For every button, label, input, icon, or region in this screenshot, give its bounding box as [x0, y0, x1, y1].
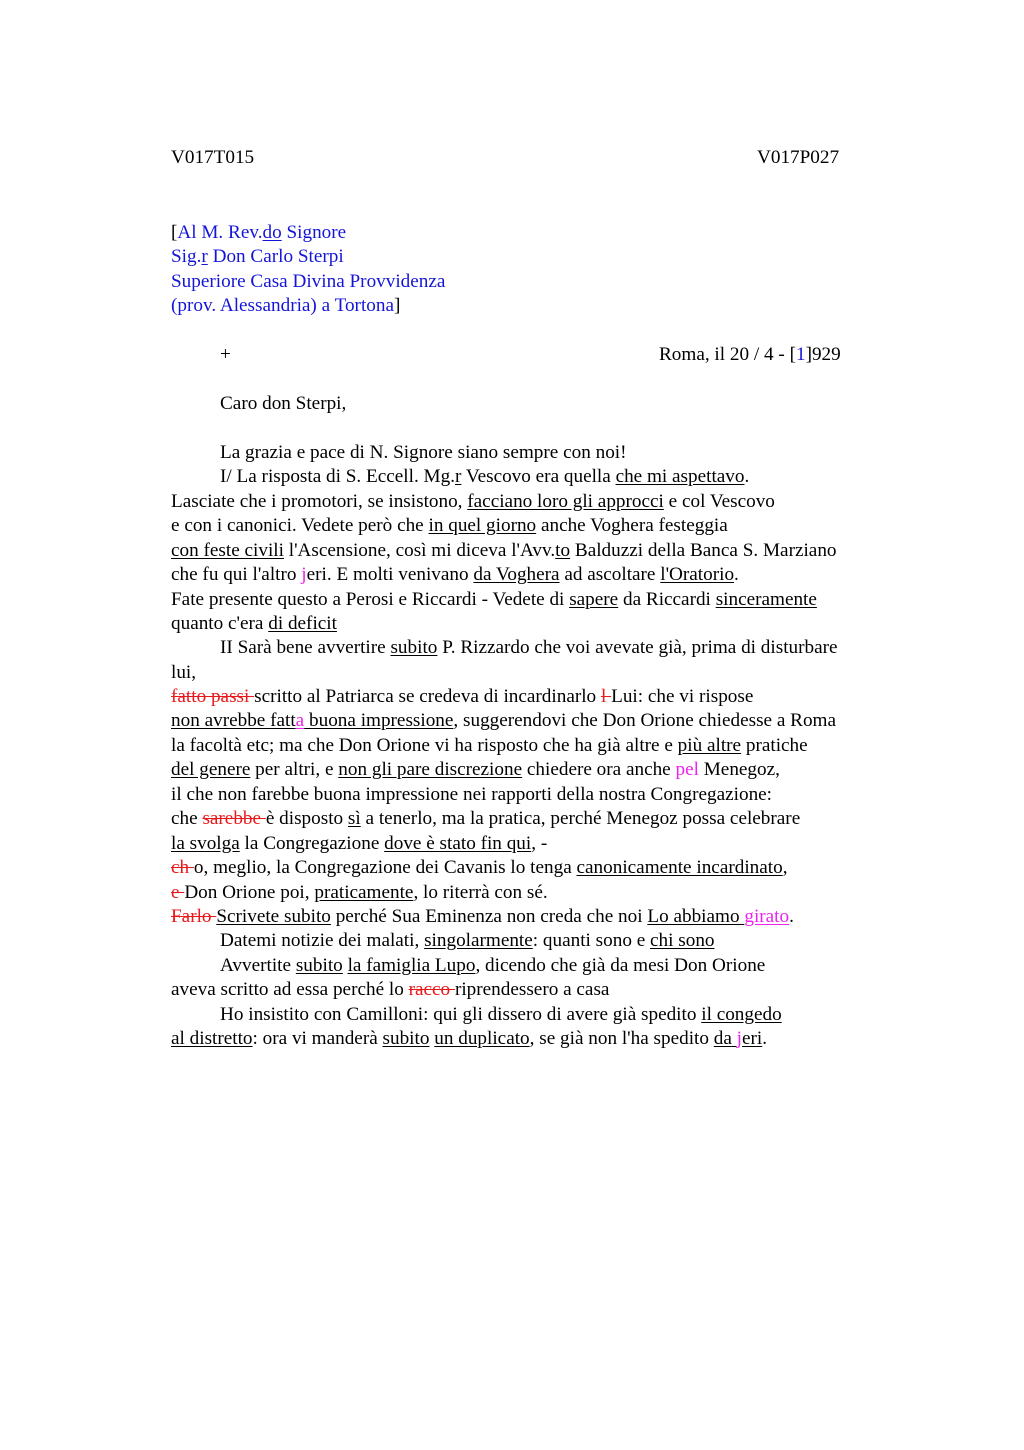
body-line: I/ La risposta di S. Eccell. Mg.r Vescovo era quella che mi aspettavo. — [220, 466, 750, 487]
dateline: Roma, il 20 / 4 - [1]929 — [659, 344, 841, 365]
body-line: Avvertite subito la famiglia Lupo, dicendo che già da mesi Don Orione — [220, 955, 766, 976]
body-line: II Sarà bene avvertire subito P. Rizzardo che voi avevate già, prima di disturbare — [220, 637, 838, 658]
body-line: e con i canonici. Vedete però che in quel giorno anche Voghera festeggia — [171, 515, 728, 536]
body-line: che sarebbe è disposto sì a tenerlo, ma la pratica, perché Menegoz possa celebrare — [171, 808, 801, 829]
address-line-4: (prov. Alessandria) a Tortona] — [171, 295, 401, 316]
body-line: con feste civili l'Ascensione, così mi diceva l'Avv.to Balduzzi della Banca S. Marziano — [171, 540, 837, 561]
body-line: Datemi notizie dei malati, singolarmente: quanti sono e chi sono — [220, 930, 715, 951]
body-line: Ho insistito con Camilloni: qui gli dissero di avere già spedito il congedo — [220, 1004, 782, 1025]
salutation: Caro don Sterpi, — [220, 393, 347, 414]
body-line: la facoltà etc; ma che Don Orione vi ha risposto che ha già altre e più altre pratiche — [171, 735, 808, 756]
body-line: Fate presente questo a Perosi e Riccardi - Vedete di sapere da Riccardi sinceramente — [171, 589, 817, 610]
body-line: la svolga la Congregazione dove è stato fin qui, - — [171, 833, 548, 854]
body-line: La grazia e pace di N. Signore siano sempre con noi! — [220, 442, 627, 463]
body-line: non avrebbe fatta buona impressione, suggerendovi che Don Orione chiedesse a Roma — [171, 710, 836, 731]
header-right-code: V017P027 — [757, 147, 840, 168]
header-left-code: V017T015 — [171, 147, 255, 168]
body-line: Farlo Scrivete subito perché Sua Eminenza non creda che noi Lo abbiamo girato. — [171, 906, 794, 927]
address-line-2: Sig.r Don Carlo Sterpi — [171, 246, 344, 267]
body-line: aveva scritto ad essa perché lo racco riprendessero a casa — [171, 979, 610, 1000]
body-line: che fu qui l'altro jeri. E molti venivano da Voghera ad ascoltare l'Oratorio. — [171, 564, 739, 585]
cross-mark: + — [220, 344, 231, 365]
body-line: quanto c'era di deficit — [171, 613, 337, 634]
body-line: ch o, meglio, la Congregazione dei Cavanis lo tenga canonicamente incardinato, — [171, 857, 788, 878]
address-line-3: Superiore Casa Divina Provvidenza — [171, 271, 446, 292]
body-line: Lasciate che i promotori, se insistono, facciano loro gli approcci e col Vescovo — [171, 491, 775, 512]
body-line: fatto passi scritto al Patriarca se credeva di incardinarlo l Lui: che vi rispose — [171, 686, 754, 707]
address-line-1: [Al M. Rev.do Signore — [171, 222, 347, 243]
body-line: al distretto: ora vi manderà subito un duplicato, se già non l'ha spedito da jeri. — [171, 1028, 768, 1049]
body-line: lui, — [171, 662, 197, 683]
body-line: il che non farebbe buona impressione nei rapporti della nostra Congregazione: — [171, 784, 773, 805]
body-line: del genere per altri, e non gli pare discrezione chiedere ora anche pel Menegoz, — [171, 759, 780, 780]
body-line: e Don Orione poi, praticamente, lo riterrà con sé. — [171, 882, 548, 903]
